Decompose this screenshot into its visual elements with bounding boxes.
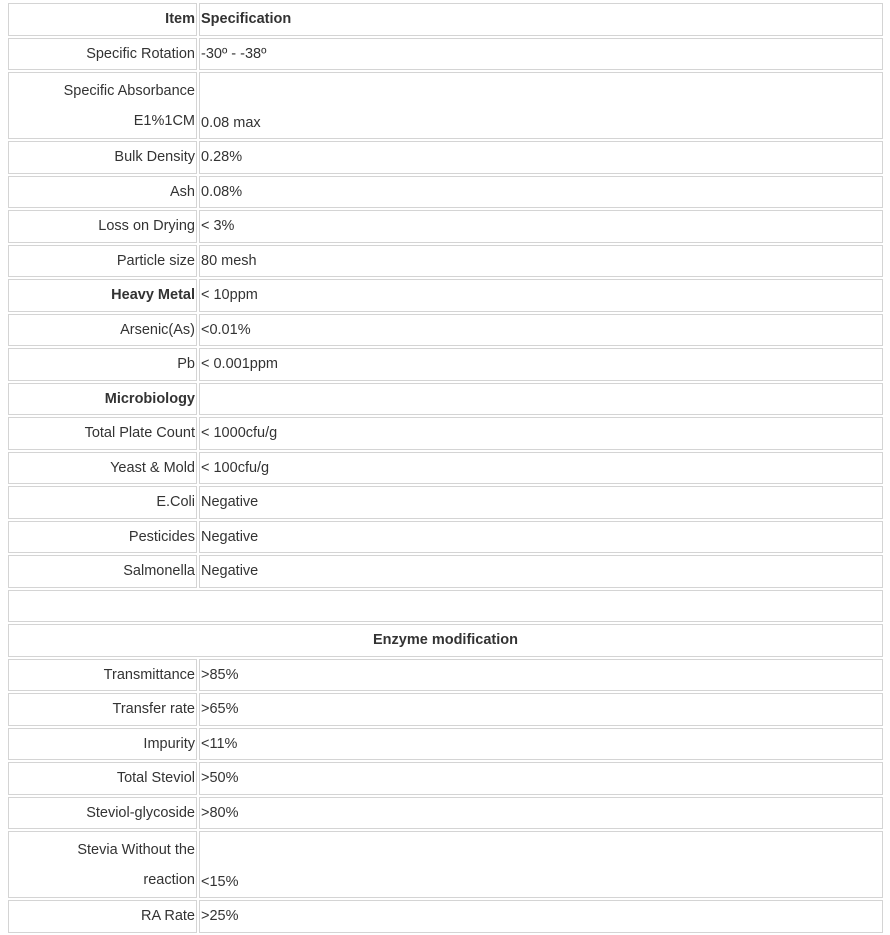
row-label: Particle size [8, 245, 197, 278]
row-label: Yeast & Mold [8, 452, 197, 485]
table-row [8, 900, 883, 933]
table-row [8, 521, 883, 554]
table-row [8, 210, 883, 243]
section-heading: Enzyme modification [8, 624, 883, 657]
row-value: Negative [199, 486, 883, 519]
row-label: Transmittance [8, 659, 197, 692]
row-value: >85% [199, 659, 883, 692]
empty-cell [8, 590, 883, 623]
row-label: Heavy Metal [8, 279, 197, 312]
table-row [8, 486, 883, 519]
table-row [8, 797, 883, 830]
row-label-line: E1%1CM [133, 112, 195, 129]
row-label: Pb [8, 348, 197, 381]
row-value: Negative [199, 555, 883, 588]
row-label: Ash [8, 176, 197, 209]
row-value: >50% [199, 762, 883, 795]
table-row [8, 38, 883, 71]
row-label [8, 831, 197, 898]
row-value: < 100cfu/g [199, 452, 883, 485]
table-row [8, 762, 883, 795]
header-item: Item [8, 3, 197, 36]
table-row [8, 141, 883, 174]
row-value: >65% [199, 693, 883, 726]
row-value: <0.01% [199, 314, 883, 347]
row-label: Transfer rate [8, 693, 197, 726]
row-label: RA Rate [8, 900, 197, 933]
row-value: >25% [199, 900, 883, 933]
table-row [8, 728, 883, 761]
table-row [8, 314, 883, 347]
row-value: 0.08 max [199, 72, 883, 139]
row-label-line: Stevia Without the [77, 841, 195, 858]
row-label: Pesticides [8, 521, 197, 554]
specification-table [6, 1, 885, 935]
table-row [8, 279, 883, 312]
row-value: 80 mesh [199, 245, 883, 278]
row-value: 0.08% [199, 176, 883, 209]
row-value: >80% [199, 797, 883, 830]
table-row [8, 659, 883, 692]
row-label: Bulk Density [8, 141, 197, 174]
table-row [8, 417, 883, 450]
table-row [8, 383, 883, 416]
row-label: Specific Rotation [8, 38, 197, 71]
row-value: <15% [199, 831, 883, 898]
table-row [8, 176, 883, 209]
row-label: Arsenic(As) [8, 314, 197, 347]
table-header-row [8, 3, 883, 36]
row-value: < 3% [199, 210, 883, 243]
table-row [8, 555, 883, 588]
row-label: Steviol-glycoside [8, 797, 197, 830]
row-label: E.Coli [8, 486, 197, 519]
table-row [8, 72, 883, 139]
row-value: < 1000cfu/g [199, 417, 883, 450]
row-value: <11% [199, 728, 883, 761]
row-value: < 0.001ppm [199, 348, 883, 381]
row-value: -30º - -38º [199, 38, 883, 71]
row-label: Loss on Drying [8, 210, 197, 243]
row-label: Microbiology [8, 383, 197, 416]
row-value: < 10ppm [199, 279, 883, 312]
table-row [8, 452, 883, 485]
row-label [8, 72, 197, 139]
table-row [8, 693, 883, 726]
empty-spacer-row [8, 590, 883, 623]
header-specification: Specification [199, 3, 883, 36]
row-value [199, 383, 883, 416]
row-label-line: Specific Absorbance [63, 82, 195, 99]
row-label: Total Plate Count [8, 417, 197, 450]
row-label: Total Steviol [8, 762, 197, 795]
table-row [8, 348, 883, 381]
table-row [8, 831, 883, 898]
row-value: Negative [199, 521, 883, 554]
row-label: Impurity [8, 728, 197, 761]
row-label-line: reaction [143, 871, 195, 888]
table-row [8, 245, 883, 278]
row-label: Salmonella [8, 555, 197, 588]
section-heading-row [8, 624, 883, 657]
row-value: 0.28% [199, 141, 883, 174]
